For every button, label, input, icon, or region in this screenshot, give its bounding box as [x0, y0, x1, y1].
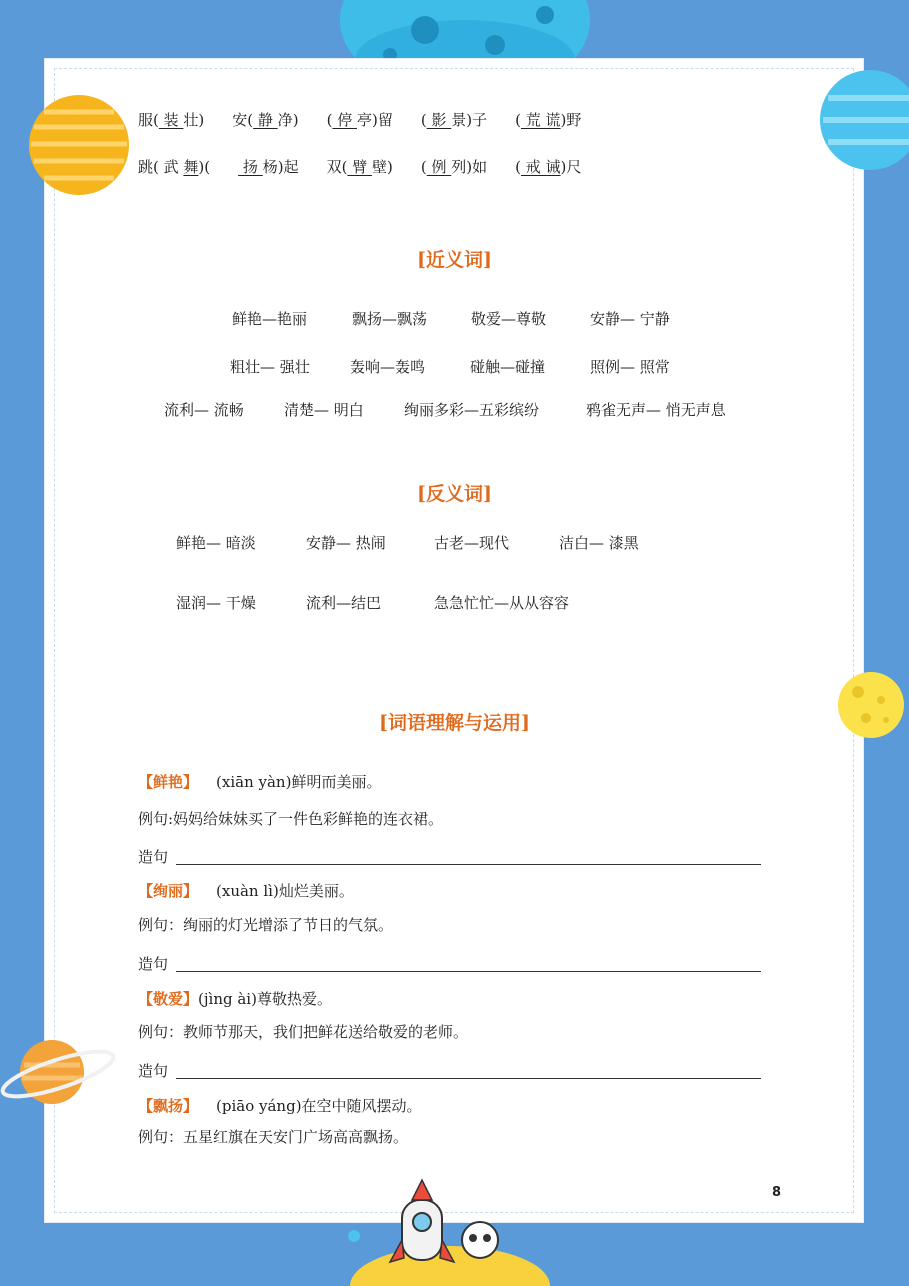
char-option-b: 景 [451, 111, 467, 129]
antonym-item: 安静— 热闹 [306, 534, 386, 552]
orange-planet-decoration [26, 92, 132, 198]
char-option-b: 净 [277, 111, 293, 129]
usage-entry [138, 772, 381, 792]
char-option-a: 例 [426, 158, 452, 176]
synonyms-heading: [近义词] [417, 249, 492, 271]
usage-definition: 尊敬热爱。 [256, 990, 332, 1008]
char-pair-prefix: 安( [232, 111, 254, 129]
char-option-b: 谎 [545, 111, 561, 129]
char-pair-group [138, 111, 204, 129]
char-option-b: 亭 [356, 111, 372, 129]
char-pair-group [232, 111, 298, 129]
synonym-item: 鸦雀无声— 悄无声息 [586, 401, 726, 419]
char-option-b: 壮 [183, 111, 199, 129]
synonym-item: 绚丽多彩—五彩缤纷 [404, 401, 540, 419]
synonym-item: 粗壮— 强壮 [230, 358, 310, 376]
usage-word: 【飘扬】 [138, 1097, 199, 1115]
char-pair-suffix: )如 [466, 158, 488, 176]
char-pair-group [515, 111, 581, 129]
char-pair-group [138, 158, 210, 176]
antonym-item: 洁白— 漆黑 [559, 534, 639, 552]
char-pair-suffix: ) [292, 111, 299, 129]
char-option-b: 列 [451, 158, 467, 176]
char-pair-suffix: )起 [277, 158, 299, 176]
synonym-item: 清楚— 明白 [284, 401, 364, 419]
blue-planet-right-decoration [818, 68, 909, 173]
synonym-item: 流利— 流畅 [164, 401, 244, 419]
usage-definition: 在空中随风摆动。 [301, 1097, 422, 1115]
char-option-b: 诫 [545, 158, 561, 176]
synonym-item: 照例— 照常 [590, 358, 670, 376]
usage-entry [138, 881, 354, 901]
char-option-a: 扬 [238, 158, 263, 176]
antonym-item: 流利—结巴 [306, 594, 382, 612]
antonym-item: 急急忙忙—从从容容 [434, 594, 570, 612]
char-pair-group [327, 158, 393, 176]
char-option-a: 装 [158, 111, 184, 129]
synonym-item: 飘扬—飘荡 [352, 310, 428, 328]
usage-word: 【敬爱】 [138, 990, 199, 1008]
usage-pinyin: (xiān yàn) [216, 773, 292, 791]
usage-word: 【绚丽】 [138, 882, 199, 900]
char-pair-suffix: )尺 [560, 158, 582, 176]
usage-definition: 鲜明而美丽。 [291, 773, 382, 791]
char-pair-suffix: )野 [560, 111, 582, 129]
usage-entry [138, 1096, 422, 1116]
make-sentence-input-line[interactable] [176, 864, 761, 865]
usage-example: 例句：五星红旗在天安门广场高高飘扬。 [138, 1128, 409, 1146]
char-pair-row-1 [138, 110, 581, 130]
antonym-item: 湿润— 干燥 [176, 594, 256, 612]
synonym-item: 碰触—碰撞 [470, 358, 546, 376]
char-pair-prefix: ( [326, 111, 333, 129]
make-sentence-label: 造句 [138, 955, 169, 973]
char-option-a: 武 [158, 158, 184, 176]
char-pair-suffix: )留 [371, 111, 393, 129]
usage-pinyin: (jìng ài) [198, 990, 257, 1008]
char-pair-prefix: ( [515, 111, 521, 129]
char-option-a: 臂 [347, 158, 372, 176]
char-pair-suffix: ) [198, 111, 205, 129]
usage-definition: 灿烂美丽。 [278, 882, 354, 900]
make-sentence-input-line[interactable] [176, 971, 761, 972]
usage-heading: [词语理解与运用] [379, 712, 530, 734]
char-option-a: 停 [332, 111, 357, 129]
char-pair-row-2 [138, 157, 581, 177]
char-pair-group [515, 158, 581, 176]
antonym-item: 古老—现代 [434, 534, 510, 552]
char-pair-group [327, 111, 393, 129]
synonym-item: 轰响—轰鸣 [350, 358, 426, 376]
antonym-item: 鲜艳— 暗淡 [176, 534, 256, 552]
synonym-item: 鲜艳—艳丽 [232, 310, 308, 328]
char-option-b: 壁 [371, 158, 387, 176]
usage-example: 例句：绚丽的灯光增添了节日的气氛。 [138, 916, 394, 934]
usage-example: 例句:妈妈给妹妹买了一件色彩鲜艳的连衣裙。 [138, 810, 444, 828]
make-sentence-label: 造句 [138, 1062, 169, 1080]
char-pair-suffix: )( [198, 158, 211, 176]
usage-pinyin: (piāo yáng) [216, 1097, 302, 1115]
page-number: 8 [772, 1185, 782, 1200]
char-pair-group [421, 158, 487, 176]
ringed-planet-decoration [0, 1030, 120, 1120]
char-pair-prefix: 跳( [138, 158, 159, 176]
char-pair-suffix: ) [386, 158, 393, 176]
usage-entry [138, 989, 332, 1009]
char-option-a: 戒 [520, 158, 546, 176]
char-option-a: 影 [426, 111, 452, 129]
synonym-item: 安静— 宁静 [590, 310, 670, 328]
char-option-a: 荒 [520, 111, 546, 129]
char-pair-prefix: ( [515, 158, 521, 176]
char-option-b: 舞 [183, 158, 199, 176]
synonym-item: 敬爱—尊敬 [471, 310, 547, 328]
make-sentence-input-line[interactable] [176, 1078, 761, 1079]
usage-example: 例句：教师节那天，我们把鲜花送给敬爱的老师。 [138, 1023, 469, 1041]
usage-word: 【鲜艳】 [138, 773, 199, 791]
char-pair-group [238, 158, 298, 176]
char-pair-group [421, 111, 487, 129]
char-pair-prefix: 双( [326, 158, 348, 176]
antonyms-heading: [反义词] [417, 483, 492, 505]
char-pair-prefix: ( [420, 158, 427, 176]
rocket-moon-illustration [340, 1170, 550, 1286]
worksheet-page [44, 58, 864, 1223]
char-pair-prefix: 服( [138, 111, 159, 129]
char-option-b: 杨 [262, 158, 278, 176]
usage-pinyin: (xuàn lì) [216, 882, 279, 900]
make-sentence-label: 造句 [138, 848, 169, 866]
char-pair-suffix: )子 [466, 111, 488, 129]
char-pair-prefix: ( [420, 111, 427, 129]
char-option-a: 静 [253, 111, 278, 129]
